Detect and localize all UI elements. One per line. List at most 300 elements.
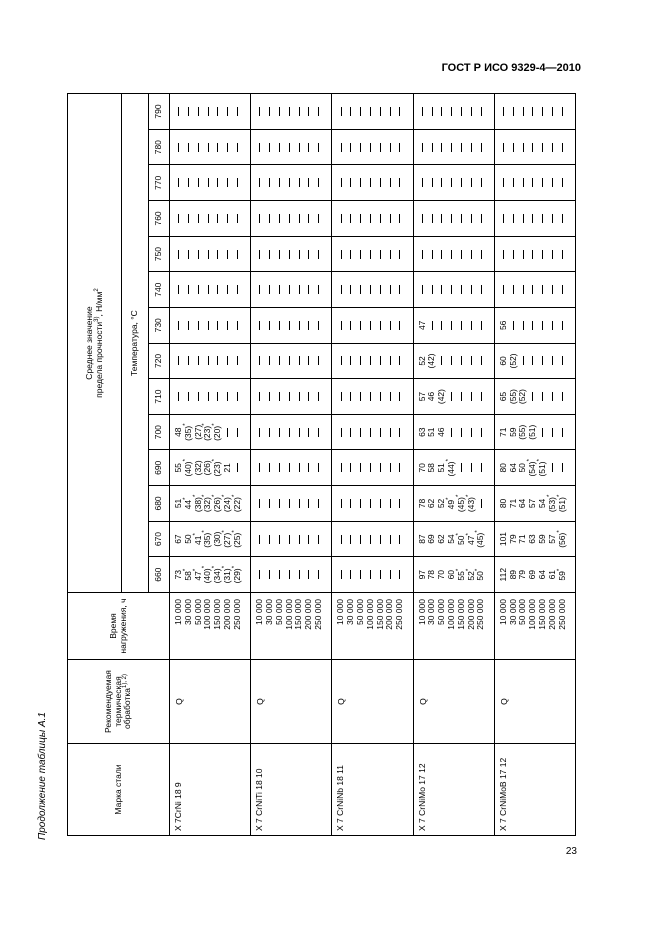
- dash-mark: [304, 380, 314, 413]
- dash-line: [188, 143, 189, 152]
- strength-value: (52): [507, 353, 518, 369]
- temperature-710: 710: [149, 379, 170, 415]
- dash-line: [269, 356, 270, 365]
- dash-line: [259, 214, 260, 223]
- dash-line: [380, 356, 381, 365]
- load-times: [494, 593, 575, 660]
- dash-line: [269, 178, 270, 187]
- footnote-mark: *: [182, 497, 189, 500]
- value-cell-770: [170, 165, 251, 201]
- dash-mark: [499, 273, 509, 306]
- dash-mark: [518, 95, 528, 128]
- footnote-mark: *: [446, 459, 453, 462]
- dash-line: [390, 356, 391, 365]
- dash-mark: [467, 238, 477, 271]
- dash-line: [370, 321, 371, 330]
- dash-mark: [213, 167, 223, 200]
- footnote-mark: *: [212, 459, 219, 462]
- dash-mark: [385, 131, 395, 164]
- temperature-740: 740: [149, 272, 170, 308]
- load-time-value: 250 000: [312, 599, 323, 630]
- dash-mark: [366, 523, 376, 556]
- dash-mark: [336, 452, 346, 485]
- dash-line: [308, 321, 309, 330]
- dash-line: [350, 143, 351, 152]
- dash-mark: [376, 238, 386, 271]
- dash-mark: [476, 416, 486, 449]
- strength-value: 61: [546, 569, 557, 580]
- dash-line: [451, 178, 452, 187]
- dash-line: [341, 428, 342, 437]
- strength-value: (44)*: [445, 459, 456, 477]
- dash-mark: [174, 273, 184, 306]
- dash-mark: [203, 345, 213, 378]
- dash-line: [308, 499, 309, 508]
- dash-line: [399, 535, 400, 544]
- dash-line: [451, 321, 452, 330]
- strength-value: 41*: [192, 533, 203, 545]
- dash-line: [269, 285, 270, 294]
- dash-mark: [174, 202, 184, 235]
- dash-mark: [366, 452, 376, 485]
- dash-mark: [376, 131, 386, 164]
- dash-mark: [437, 167, 447, 200]
- strength-value: 57: [527, 498, 538, 509]
- value-cell-790: [332, 94, 413, 130]
- strength-value: 62: [436, 534, 447, 544]
- dash-mark: [265, 452, 275, 485]
- value-cell-790: [494, 94, 575, 130]
- dash-line: [562, 250, 563, 259]
- dash-mark: [304, 273, 314, 306]
- dash-mark: [223, 345, 233, 378]
- strength-value: 64: [507, 463, 518, 473]
- dash-mark: [223, 380, 233, 413]
- dash-mark: [346, 416, 356, 449]
- dash-line: [513, 214, 514, 223]
- dash-mark: [499, 202, 509, 235]
- dash-line: [461, 321, 462, 330]
- dash-mark: [437, 131, 447, 164]
- load-time-value: 150 000: [293, 599, 304, 630]
- value-cell-750: [413, 236, 494, 272]
- dash-mark: [294, 345, 304, 378]
- dash-mark: [538, 273, 548, 306]
- dash-line: [532, 321, 533, 330]
- dash-mark: [346, 273, 356, 306]
- dash-line: [259, 178, 260, 187]
- dash-mark: [395, 380, 405, 413]
- dash-line: [198, 321, 199, 330]
- dash-mark: [294, 95, 304, 128]
- dash-mark: [336, 487, 346, 520]
- load-time-value: 50 000: [517, 599, 528, 625]
- dash-line: [279, 535, 280, 544]
- dash-line: [451, 143, 452, 152]
- dash-line: [432, 107, 433, 116]
- dash-mark: [203, 131, 213, 164]
- footnote-mark: *: [182, 423, 189, 426]
- dash-mark: [285, 523, 295, 556]
- steel-grade: X 7CrNi 18 9: [170, 744, 251, 836]
- dash-line: [451, 392, 452, 401]
- dash-line: [441, 107, 442, 116]
- dash-mark: [558, 167, 568, 200]
- dash-mark: [203, 95, 213, 128]
- strength-value: (27)*: [221, 530, 232, 548]
- footnote-mark: *: [222, 530, 229, 533]
- dash-mark: [376, 523, 386, 556]
- footnote-mark: *: [192, 494, 199, 498]
- dash-mark: [255, 487, 265, 520]
- dash-mark: [427, 309, 437, 342]
- dash-mark: [376, 345, 386, 378]
- dash-line: [279, 107, 280, 116]
- dash-line: [513, 285, 514, 294]
- value-cell-670: [332, 521, 413, 557]
- dash-line: [299, 392, 300, 401]
- dash-mark: [265, 238, 275, 271]
- strength-value: 71: [517, 534, 528, 544]
- dash-mark: [203, 309, 213, 342]
- value-cell-720: [494, 343, 575, 379]
- dash-mark: [356, 238, 366, 271]
- dash-mark: [385, 380, 395, 413]
- dash-mark: [385, 416, 395, 449]
- dash-mark: [294, 452, 304, 485]
- strength-value: (54)*: [527, 459, 538, 477]
- dash-mark: [174, 345, 184, 378]
- dash-mark: [538, 95, 548, 128]
- dash-line: [441, 178, 442, 187]
- dash-line: [198, 107, 199, 116]
- dash-mark: [558, 380, 568, 413]
- dash-line: [523, 178, 524, 187]
- dash-line: [370, 499, 371, 508]
- dash-line: [227, 285, 228, 294]
- dash-line: [562, 143, 563, 152]
- dash-line: [390, 463, 391, 472]
- dash-mark: [265, 380, 275, 413]
- dash-line: [380, 178, 381, 187]
- dash-line: [350, 428, 351, 437]
- dash-line: [178, 285, 179, 294]
- dash-line: [380, 321, 381, 330]
- strength-value: 89: [507, 569, 518, 580]
- value-cell-750: [170, 236, 251, 272]
- dash-line: [217, 250, 218, 259]
- strength-value: 50: [517, 463, 528, 473]
- dash-mark: [366, 345, 376, 378]
- dash-line: [279, 178, 280, 187]
- value-cell-690: [251, 450, 332, 486]
- dash-mark: [385, 167, 395, 200]
- value-cell-680: [413, 486, 494, 522]
- dash-mark: [314, 380, 324, 413]
- dash-line: [227, 321, 228, 330]
- dash-mark: [233, 416, 243, 449]
- dash-mark: [346, 452, 356, 485]
- strength-value: 87: [416, 534, 427, 544]
- dash-mark: [314, 167, 324, 200]
- dash-line: [318, 392, 319, 401]
- dash-line: [542, 107, 543, 116]
- dash-line: [360, 178, 361, 187]
- dash-line: [208, 285, 209, 294]
- temperature-760: 760: [149, 201, 170, 237]
- footnote-mark: *: [556, 568, 563, 572]
- dash-line: [279, 143, 280, 152]
- dash-mark: [518, 273, 528, 306]
- dash-line: [360, 321, 361, 330]
- dash-line: [227, 250, 228, 259]
- dash-line: [390, 143, 391, 152]
- dash-mark: [538, 167, 548, 200]
- dash-line: [360, 356, 361, 365]
- dash-line: [350, 250, 351, 259]
- dash-mark: [314, 309, 324, 342]
- dash-mark: [356, 487, 366, 520]
- dash-line: [422, 107, 423, 116]
- dash-mark: [346, 131, 356, 164]
- dash-mark: [233, 131, 243, 164]
- dash-line: [237, 428, 238, 437]
- dash-line: [370, 250, 371, 259]
- value-cell-700: [251, 414, 332, 450]
- strength-value: 46: [436, 427, 447, 437]
- dash-mark: [499, 95, 509, 128]
- dash-line: [441, 356, 442, 365]
- strength-value: (56)*: [556, 530, 567, 548]
- dash-mark: [437, 95, 447, 128]
- dash-mark: [538, 309, 548, 342]
- strength-value: (40)*: [182, 459, 193, 477]
- dash-mark: [346, 487, 356, 520]
- dash-line: [279, 285, 280, 294]
- dash-mark: [518, 202, 528, 235]
- dash-line: [532, 214, 533, 223]
- dash-line: [217, 392, 218, 401]
- dash-mark: [499, 238, 509, 271]
- dash-line: [318, 463, 319, 472]
- dash-line: [481, 178, 482, 187]
- dash-mark: [233, 273, 243, 306]
- dash-mark: [184, 309, 194, 342]
- dash-line: [432, 321, 433, 330]
- value-cell-770: [332, 165, 413, 201]
- dash-mark: [356, 273, 366, 306]
- dash-line: [461, 250, 462, 259]
- dash-line: [208, 250, 209, 259]
- dash-mark: [548, 273, 558, 306]
- heat-treatment: Q: [413, 660, 494, 744]
- dash-line: [552, 214, 553, 223]
- dash-mark: [447, 95, 457, 128]
- dash-mark: [366, 95, 376, 128]
- dash-line: [299, 214, 300, 223]
- dash-line: [350, 321, 351, 330]
- dash-line: [481, 321, 482, 330]
- dash-mark: [213, 309, 223, 342]
- dash-mark: [223, 167, 233, 200]
- dash-mark: [395, 131, 405, 164]
- dash-line: [318, 143, 319, 152]
- value-cell-690: [170, 450, 251, 486]
- load-time-value: 50 000: [436, 599, 447, 625]
- dash-mark: [265, 167, 275, 200]
- dash-line: [461, 143, 462, 152]
- dash-mark: [518, 309, 528, 342]
- value-cell-670: [170, 521, 251, 557]
- dash-line: [441, 285, 442, 294]
- dash-mark: [356, 131, 366, 164]
- dash-mark: [366, 238, 376, 271]
- heat-treatment: Q: [251, 660, 332, 744]
- dash-mark: [255, 523, 265, 556]
- dash-mark: [294, 309, 304, 342]
- dash-line: [471, 178, 472, 187]
- dash-line: [542, 214, 543, 223]
- dash-line: [198, 285, 199, 294]
- dash-line: [370, 143, 371, 152]
- dash-mark: [558, 309, 568, 342]
- strength-value: 58*: [182, 568, 193, 581]
- load-times: [413, 593, 494, 660]
- dash-line: [269, 321, 270, 330]
- dash-line: [188, 356, 189, 365]
- strength-value: 97: [416, 569, 427, 580]
- dash-mark: [223, 131, 233, 164]
- dash-mark: [366, 273, 376, 306]
- dash-mark: [499, 131, 509, 164]
- dash-line: [289, 499, 290, 508]
- dash-line: [227, 178, 228, 187]
- strength-value: 51: [436, 463, 447, 473]
- dash-mark: [265, 95, 275, 128]
- strength-value: 59: [536, 534, 547, 544]
- dash-line: [471, 214, 472, 223]
- dash-mark: [265, 523, 275, 556]
- dash-mark: [385, 452, 395, 485]
- footnote-mark: *: [475, 530, 482, 533]
- dash-mark: [294, 416, 304, 449]
- strength-value: (30): [212, 531, 223, 547]
- dash-line: [259, 250, 260, 259]
- dash-line: [503, 178, 504, 187]
- dash-line: [279, 428, 280, 437]
- dash-mark: [314, 131, 324, 164]
- strength-value: 70: [436, 569, 447, 580]
- dash-mark: [275, 202, 285, 235]
- dash-line: [513, 250, 514, 259]
- dash-mark: [528, 238, 538, 271]
- dash-line: [279, 356, 280, 365]
- dash-mark: [223, 238, 233, 271]
- dash-line: [471, 143, 472, 152]
- dash-mark: [395, 309, 405, 342]
- dash-mark: [213, 345, 223, 378]
- load-time-value: 10 000: [416, 599, 427, 625]
- dash-mark: [528, 167, 538, 200]
- strength-value: (27): [192, 424, 203, 440]
- dash-mark: [509, 167, 519, 200]
- dash-line: [399, 143, 400, 152]
- dash-line: [279, 250, 280, 259]
- dash-mark: [275, 380, 285, 413]
- dash-line: [390, 178, 391, 187]
- value-cell-680: [332, 486, 413, 522]
- strength-value: 55*: [455, 568, 466, 581]
- dash-mark: [476, 380, 486, 413]
- footnote-mark: *: [455, 568, 462, 572]
- dash-line: [360, 285, 361, 294]
- dash-line: [481, 107, 482, 116]
- dash-mark: [233, 202, 243, 235]
- dash-line: [279, 499, 280, 508]
- dash-mark: [467, 380, 477, 413]
- dash-mark: [356, 345, 366, 378]
- strength-value: (34)*: [212, 565, 223, 584]
- dash-line: [542, 285, 543, 294]
- load-time-value: 100 000: [527, 599, 538, 630]
- strength-value: 49*: [445, 497, 456, 510]
- steel-grade: X 7 CrNiNb 18 11: [332, 744, 413, 836]
- dash-line: [318, 428, 319, 437]
- dash-mark: [427, 273, 437, 306]
- dash-line: [217, 356, 218, 365]
- temperature-720: 720: [149, 343, 170, 379]
- dash-mark: [376, 95, 386, 128]
- dash-line: [350, 107, 351, 116]
- dash-line: [471, 356, 472, 365]
- dash-mark: [509, 309, 519, 342]
- strength-value: (23)*: [202, 423, 213, 441]
- strength-value: (35)*: [182, 423, 193, 441]
- dash-line: [237, 178, 238, 187]
- dash-line: [318, 499, 319, 508]
- value-cell-790: [251, 94, 332, 130]
- dash-mark: [346, 95, 356, 128]
- dash-mark: [233, 452, 243, 485]
- table-row: [251, 94, 332, 836]
- dash-mark: [518, 345, 528, 378]
- dash-mark: [304, 131, 314, 164]
- dash-mark: [213, 202, 223, 235]
- load-times: [251, 593, 332, 660]
- dash-line: [188, 285, 189, 294]
- dash-mark: [304, 238, 314, 271]
- dash-mark: [548, 309, 558, 342]
- dash-line: [318, 214, 319, 223]
- footnote-mark: *: [537, 459, 544, 462]
- strength-value: 47: [416, 320, 427, 331]
- dash-line: [208, 356, 209, 365]
- dash-mark: [174, 309, 184, 342]
- dash-line: [370, 356, 371, 365]
- dash-line: [471, 321, 472, 330]
- strength-value: (45)*: [475, 530, 486, 548]
- dash-line: [532, 143, 533, 152]
- dash-mark: [376, 558, 386, 591]
- strength-value: 21: [221, 463, 232, 473]
- dash-line: [523, 321, 524, 330]
- dash-line: [399, 356, 400, 365]
- load-time-value: 200 000: [465, 599, 476, 630]
- dash-mark: [509, 202, 519, 235]
- dash-line: [318, 285, 319, 294]
- dash-mark: [184, 238, 194, 271]
- dash-mark: [314, 523, 324, 556]
